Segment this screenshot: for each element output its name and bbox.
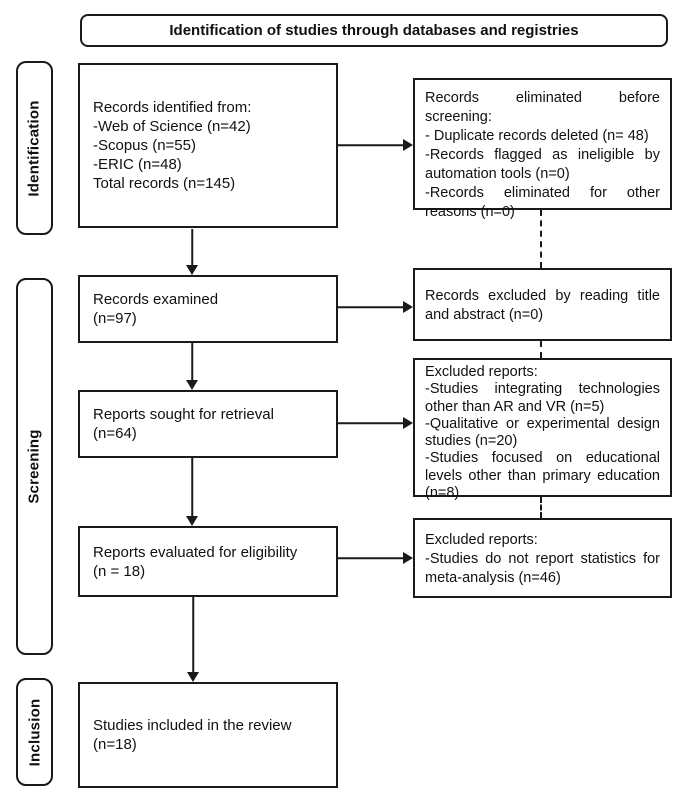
text-line: -Studies focused on educational levels other than primary education (n=8) (425, 450, 660, 502)
box-studies-included (78, 682, 338, 788)
box-reports-evaluated (78, 526, 338, 597)
arrow-sought-to-excluded (338, 417, 413, 429)
arrow-sought-to-evaluated (186, 458, 198, 526)
text-line: (n = 18) (93, 562, 146, 580)
text-line: -Web of Science (n=42) (93, 118, 251, 135)
box-records-examined (78, 275, 338, 343)
box-excluded-after-retrieval (413, 358, 672, 502)
arrow-examined-to-sought (186, 343, 198, 390)
text-line: Excluded reports: (425, 364, 538, 380)
box-records-identified (78, 63, 338, 228)
title-text: Identification of studies through databases and registries (169, 22, 579, 39)
text-line: Reports sought for retrieval (93, 406, 274, 423)
box-eliminated-before-screening (413, 78, 672, 220)
title-banner (80, 14, 668, 47)
text-line: Records examined (93, 291, 219, 308)
text-line: Records identified from: (93, 99, 252, 116)
text-line: -Qualitative or experimental design studies (n=20) (425, 415, 660, 450)
stage-identification-label: Identification (26, 99, 44, 197)
text-line: -Records eliminated for other reasons (n=0) (425, 185, 660, 220)
text-line: (n=64) (93, 425, 137, 442)
text-line: - Duplicate records deleted (n= 48) (425, 128, 649, 144)
text-line: (n=97) (93, 310, 137, 327)
stage-inclusion (16, 678, 53, 786)
text-line: -ERIC (n=48) (93, 156, 182, 173)
box-excluded-after-eligibility (413, 518, 672, 598)
text-line: Records eliminated before screening: (425, 90, 660, 125)
text-line: Total records (n=145) (93, 175, 236, 192)
text-line: -Studies integrating technologies other than AR and VR (n=5) (425, 381, 660, 415)
dashed-connector-1 (540, 210, 542, 268)
arrow-evaluated-to-included (187, 597, 199, 682)
text-line: Studies included in the review (93, 717, 292, 734)
text-line: Excluded reports: (425, 532, 538, 548)
arrow-identified-to-eliminated (338, 139, 413, 151)
stage-identification (16, 61, 53, 235)
arrow-examined-to-excluded (338, 301, 413, 313)
arrow-evaluated-to-excluded (338, 552, 413, 564)
text-line: -Records flagged as ineligible by automation tools (n=0) (425, 147, 660, 182)
stage-inclusion-label: Inclusion (26, 698, 44, 766)
arrow-identified-to-examined (186, 229, 198, 275)
stage-screening-label: Screening (26, 429, 44, 504)
text-line: (n=18) (93, 736, 137, 753)
box-reports-sought (78, 390, 338, 458)
stage-screening (16, 278, 53, 655)
text-line: -Scopus (n=55) (93, 137, 196, 154)
text-line: Records excluded by reading title and abstract (n=0) (425, 288, 660, 323)
text-line: -Studies do not report statistics for meta-analysis (n=46) (425, 551, 660, 586)
dashed-connector-3 (540, 497, 542, 518)
text-line: Reports evaluated for eligibility (93, 543, 298, 561)
box-excluded-title-abstract (413, 268, 672, 341)
dashed-connector-2 (540, 341, 542, 358)
